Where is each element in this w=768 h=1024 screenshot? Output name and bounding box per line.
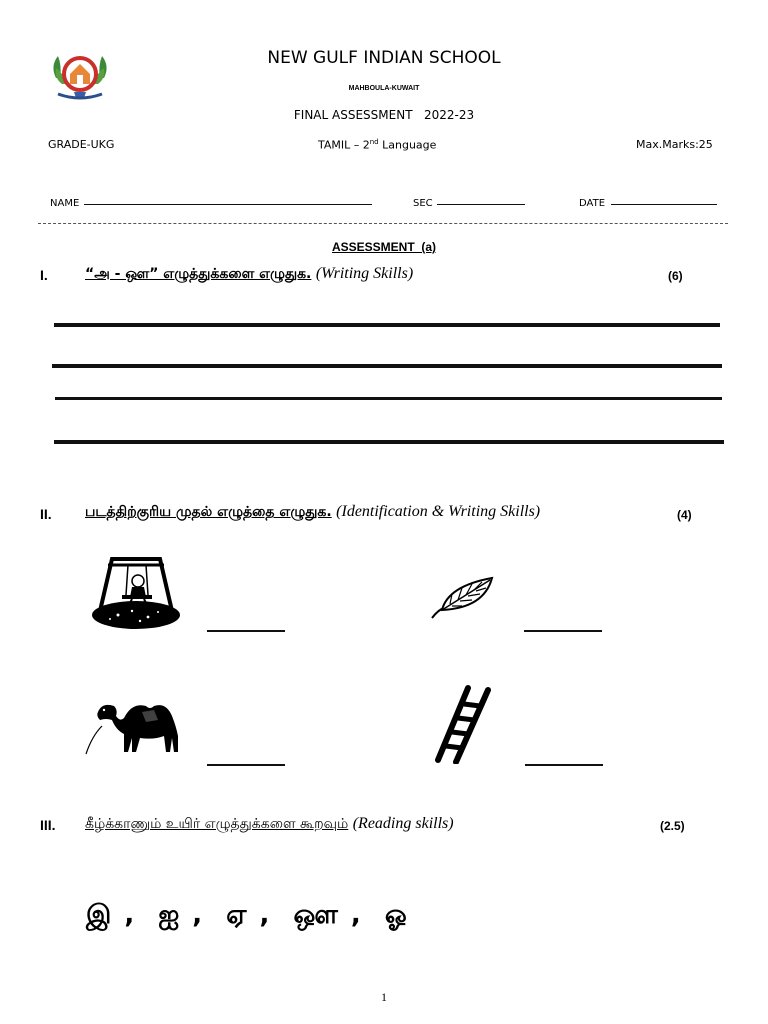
- sec-field[interactable]: [413, 193, 526, 207]
- ladder-icon: [432, 684, 494, 764]
- q3-skill: (Reading skills): [352, 815, 454, 832]
- writing-line-3[interactable]: [55, 397, 722, 400]
- section-title: ASSESSMENT (a): [331, 240, 436, 254]
- writing-line-2[interactable]: [52, 364, 722, 368]
- date-label: DATE: [579, 198, 606, 209]
- q3-number: III.: [40, 817, 56, 833]
- q3-marks: (2.5): [660, 819, 685, 833]
- camel-icon: [84, 696, 182, 762]
- q3-tamil: கீழ்க்காணும் உயிர் எழுத்துக்களை கூறவும்: [85, 816, 349, 832]
- date-field[interactable]: [579, 193, 717, 207]
- subject-prefix: TAMIL – 2: [318, 138, 370, 152]
- school-name: NEW GULF INDIAN SCHOOL: [267, 48, 501, 68]
- name-underline: [84, 204, 372, 205]
- header-divider: [38, 222, 728, 224]
- q1-number: I.: [40, 267, 48, 283]
- q2-skill: (Identification & Writing Skills): [336, 503, 541, 520]
- q3-text: [85, 815, 454, 834]
- q1-tamil: “அ - ஔ” எழுத்துக்களை எழுதுக.: [85, 266, 312, 282]
- page-number: 1: [381, 990, 387, 1004]
- name-label: NAME: [50, 198, 80, 209]
- camel-answer-blank[interactable]: [207, 764, 285, 766]
- q1-marks: (6): [668, 269, 683, 283]
- q2-text: [85, 503, 540, 522]
- date-underline: [611, 204, 717, 205]
- q2-tamil: படத்திற்குரிய முதல் எழுத்தை எழுதுக.: [85, 504, 332, 520]
- subject-label: [318, 138, 436, 152]
- subject-sup: nd: [369, 138, 379, 146]
- subject-suffix: Language: [378, 138, 437, 152]
- leaf-answer-blank[interactable]: [524, 630, 602, 632]
- school-location: MAHBOULA-KUWAIT: [348, 85, 420, 92]
- q1-skill: (Writing Skills): [315, 265, 414, 282]
- ladder-answer-blank[interactable]: [525, 764, 603, 766]
- sec-underline: [437, 204, 525, 205]
- q2-number: II.: [40, 506, 52, 522]
- grade-label: GRADE-UKG: [48, 138, 115, 151]
- q2-marks: (4): [677, 508, 692, 522]
- writing-line-1[interactable]: [54, 323, 720, 327]
- name-field[interactable]: [50, 193, 372, 207]
- sec-label: SEC: [413, 198, 433, 209]
- leaf-icon: [428, 574, 496, 622]
- swing-icon: [88, 555, 184, 631]
- swing-answer-blank[interactable]: [207, 630, 285, 632]
- writing-line-4[interactable]: [54, 440, 724, 444]
- q1-text: [85, 265, 413, 284]
- reading-letters: இ , ஐ , ஏ , ஔ , ஓ: [86, 900, 409, 930]
- max-marks: Max.Marks:25: [636, 138, 713, 151]
- exam-title: FINAL ASSESSMENT 2022-23: [293, 108, 475, 122]
